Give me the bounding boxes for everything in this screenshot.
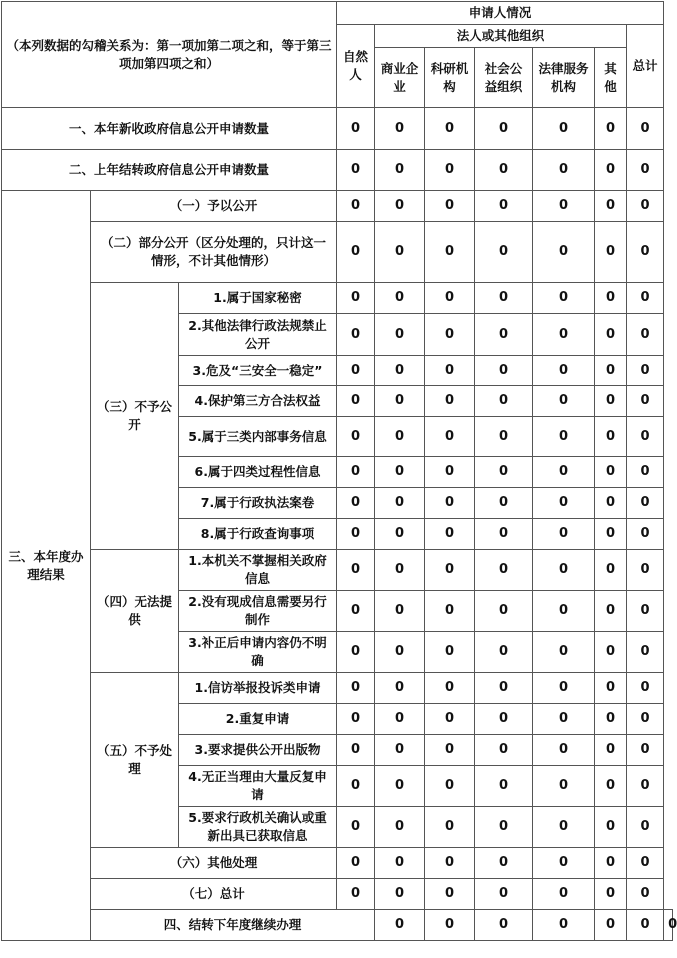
value-cell: 0	[475, 704, 533, 735]
legal-entity-header: 法人或其他组织	[375, 25, 627, 48]
value-cell: 0	[627, 910, 664, 941]
value-cell: 0	[475, 848, 533, 879]
item-label: 3.危及“三安全一稳定”	[179, 356, 337, 386]
value-cell: 0	[595, 488, 627, 519]
value-cell: 0	[337, 632, 375, 673]
value-cell: 0	[533, 766, 595, 807]
value-cell: 0	[337, 550, 375, 591]
value-cell: 0	[595, 108, 627, 150]
value-cell: 0	[375, 766, 425, 807]
value-cell: 0	[375, 591, 425, 632]
value-cell: 0	[475, 519, 533, 550]
value-cell: 0	[337, 283, 375, 314]
applicant-header: 申请人情况	[337, 2, 664, 25]
value-cell: 0	[337, 417, 375, 457]
value-cell: 0	[475, 314, 533, 356]
value-cell: 0	[595, 735, 627, 766]
value-cell: 0	[375, 386, 425, 417]
value-cell: 0	[475, 283, 533, 314]
value-cell: 0	[595, 222, 627, 283]
item-label: 2.重复申请	[179, 704, 337, 735]
value-cell: 0	[595, 457, 627, 488]
value-cell: 0	[337, 591, 375, 632]
value-cell: 0	[425, 191, 475, 222]
value-cell: 0	[337, 150, 375, 191]
value-cell: 0	[533, 910, 595, 941]
value-cell: 0	[475, 766, 533, 807]
value-cell: 0	[475, 108, 533, 150]
value-cell: 0	[595, 591, 627, 632]
value-cell: 0	[375, 910, 425, 941]
value-cell: 0	[425, 150, 475, 191]
value-cell: 0	[627, 108, 664, 150]
item-label: 1.属于国家秘密	[179, 283, 337, 314]
value-cell: 0	[627, 807, 664, 848]
value-cell: 0	[595, 704, 627, 735]
table-note: （本列数据的勾稽关系为：第一项加第二项之和，等于第三项加第四项之和）	[2, 2, 337, 108]
value-cell: 0	[375, 314, 425, 356]
value-cell: 0	[337, 222, 375, 283]
value-cell: 0	[533, 457, 595, 488]
item-label: 3.要求提供公开出版物	[179, 735, 337, 766]
item-label: 2.其他法律行政法规禁止公开	[179, 314, 337, 356]
value-cell: 0	[533, 356, 595, 386]
value-cell: 0	[425, 283, 475, 314]
value-cell: 0	[337, 314, 375, 356]
value-cell: 0	[533, 417, 595, 457]
value-cell: 0	[475, 673, 533, 704]
value-cell: 0	[425, 488, 475, 519]
item-label: 8.属于行政查询事项	[179, 519, 337, 550]
value-cell: 0	[533, 386, 595, 417]
value-cell: 0	[627, 632, 664, 673]
value-cell: 0	[375, 550, 425, 591]
value-cell: 0	[627, 550, 664, 591]
value-cell: 0	[425, 550, 475, 591]
value-cell: 0	[475, 910, 533, 941]
value-cell: 0	[595, 283, 627, 314]
section-3-label: 三、本年度办理结果	[2, 191, 91, 941]
value-cell: 0	[375, 519, 425, 550]
value-cell: 0	[475, 222, 533, 283]
value-cell: 0	[425, 591, 475, 632]
value-cell: 0	[627, 519, 664, 550]
value-cell: 0	[595, 632, 627, 673]
item-label: 1.信访举报投诉类申请	[179, 673, 337, 704]
value-cell: 0	[425, 108, 475, 150]
value-cell: 0	[375, 356, 425, 386]
value-cell: 0	[425, 704, 475, 735]
value-cell: 0	[425, 766, 475, 807]
value-cell: 0	[595, 766, 627, 807]
value-cell: 0	[595, 550, 627, 591]
value-cell: 0	[375, 807, 425, 848]
value-cell: 0	[425, 807, 475, 848]
value-cell: 0	[627, 848, 664, 879]
value-cell: 0	[337, 673, 375, 704]
value-cell: 0	[627, 457, 664, 488]
value-cell: 0	[475, 632, 533, 673]
row-label: 四、结转下年度继续办理	[91, 910, 375, 941]
value-cell: 0	[375, 417, 425, 457]
total-header: 总计	[627, 25, 664, 108]
item-label: 5.属于三类内部事务信息	[179, 417, 337, 457]
value-cell: 0	[337, 108, 375, 150]
value-cell: 0	[425, 386, 475, 417]
value-cell: 0	[627, 283, 664, 314]
value-cell: 0	[337, 386, 375, 417]
row-label: （七）总计	[91, 879, 337, 910]
item-label: 3.补正后申请内容仍不明确	[179, 632, 337, 673]
item-label: 6.属于四类过程性信息	[179, 457, 337, 488]
value-cell: 0	[425, 457, 475, 488]
value-cell: 0	[475, 807, 533, 848]
value-cell: 0	[533, 848, 595, 879]
value-cell: 0	[475, 550, 533, 591]
value-cell: 0	[475, 386, 533, 417]
value-cell: 0	[337, 457, 375, 488]
row-label: （一）予以公开	[91, 191, 337, 222]
value-cell: 0	[375, 191, 425, 222]
value-cell: 0	[595, 807, 627, 848]
item-label: 4.无正当理由大量反复申请	[179, 766, 337, 807]
business-header: 商业企业	[375, 48, 425, 108]
value-cell: 0	[533, 222, 595, 283]
value-cell: 0	[475, 356, 533, 386]
value-cell: 0	[337, 807, 375, 848]
value-cell: 0	[533, 591, 595, 632]
value-cell: 0	[627, 488, 664, 519]
value-cell: 0	[533, 314, 595, 356]
value-cell: 0	[475, 591, 533, 632]
value-cell: 0	[475, 735, 533, 766]
research-header: 科研机构	[425, 48, 475, 108]
value-cell: 0	[425, 910, 475, 941]
value-cell: 0	[375, 704, 425, 735]
value-cell: 0	[337, 488, 375, 519]
value-cell: 0	[595, 386, 627, 417]
group-label: （三）不予公开	[91, 283, 179, 550]
value-cell: 0	[425, 222, 475, 283]
value-cell: 0	[595, 848, 627, 879]
item-label: 4.保护第三方合法权益	[179, 386, 337, 417]
natural-person-header: 自然人	[337, 25, 375, 108]
value-cell: 0	[337, 879, 375, 910]
value-cell: 0	[533, 673, 595, 704]
value-cell: 0	[475, 191, 533, 222]
value-cell: 0	[533, 108, 595, 150]
value-cell: 0	[627, 735, 664, 766]
group-label: （四）无法提供	[91, 550, 179, 673]
value-cell: 0	[595, 417, 627, 457]
value-cell: 0	[627, 356, 664, 386]
value-cell: 0	[627, 222, 664, 283]
row-label: 一、本年新收政府信息公开申请数量	[2, 108, 337, 150]
value-cell: 0	[595, 314, 627, 356]
social-header: 社会公益组织	[475, 48, 533, 108]
value-cell: 0	[533, 735, 595, 766]
value-cell: 0	[337, 704, 375, 735]
value-cell: 0	[425, 735, 475, 766]
item-label: 2.没有现成信息需要另行制作	[179, 591, 337, 632]
item-label: 1.本机关不掌握相关政府信息	[179, 550, 337, 591]
item-label: 7.属于行政执法案卷	[179, 488, 337, 519]
value-cell: 0	[533, 191, 595, 222]
value-cell: 0	[533, 632, 595, 673]
value-cell: 0	[337, 848, 375, 879]
value-cell: 0	[375, 879, 425, 910]
value-cell: 0	[425, 519, 475, 550]
value-cell: 0	[375, 848, 425, 879]
value-cell: 0	[595, 150, 627, 191]
value-cell: 0	[475, 488, 533, 519]
value-cell: 0	[375, 673, 425, 704]
value-cell: 0	[337, 191, 375, 222]
value-cell: 0	[375, 108, 425, 150]
value-cell: 0	[475, 457, 533, 488]
value-cell: 0	[627, 150, 664, 191]
value-cell: 0	[627, 704, 664, 735]
value-cell: 0	[664, 910, 673, 941]
value-cell: 0	[425, 848, 475, 879]
value-cell: 0	[375, 735, 425, 766]
value-cell: 0	[627, 386, 664, 417]
value-cell: 0	[533, 519, 595, 550]
value-cell: 0	[595, 356, 627, 386]
value-cell: 0	[533, 283, 595, 314]
group-label: （五）不予处理	[91, 673, 179, 848]
value-cell: 0	[375, 150, 425, 191]
value-cell: 0	[425, 632, 475, 673]
value-cell: 0	[425, 356, 475, 386]
value-cell: 0	[595, 673, 627, 704]
other-header: 其他	[595, 48, 627, 108]
value-cell: 0	[533, 488, 595, 519]
item-label: 5.要求行政机关确认或重新出具已获取信息	[179, 807, 337, 848]
value-cell: 0	[475, 417, 533, 457]
value-cell: 0	[337, 519, 375, 550]
value-cell: 0	[595, 879, 627, 910]
value-cell: 0	[533, 704, 595, 735]
value-cell: 0	[627, 591, 664, 632]
value-cell: 0	[375, 488, 425, 519]
value-cell: 0	[375, 457, 425, 488]
value-cell: 0	[425, 673, 475, 704]
value-cell: 0	[627, 314, 664, 356]
value-cell: 0	[425, 879, 475, 910]
value-cell: 0	[533, 807, 595, 848]
row-label: （二）部分公开（区分处理的，只计这一情形，不计其他情形）	[91, 222, 337, 283]
value-cell: 0	[595, 910, 627, 941]
row-label: 二、上年结转政府信息公开申请数量	[2, 150, 337, 191]
value-cell: 0	[595, 191, 627, 222]
value-cell: 0	[533, 879, 595, 910]
value-cell: 0	[337, 766, 375, 807]
value-cell: 0	[627, 673, 664, 704]
disclosure-table	[1, 1, 677, 941]
value-cell: 0	[627, 766, 664, 807]
value-cell: 0	[425, 314, 475, 356]
value-cell: 0	[533, 150, 595, 191]
value-cell: 0	[375, 222, 425, 283]
value-cell: 0	[375, 283, 425, 314]
value-cell: 0	[375, 632, 425, 673]
row-label: （六）其他处理	[91, 848, 337, 879]
value-cell: 0	[475, 879, 533, 910]
value-cell: 0	[337, 735, 375, 766]
value-cell: 0	[337, 356, 375, 386]
value-cell: 0	[595, 519, 627, 550]
law-service-header: 法律服务机构	[533, 48, 595, 108]
value-cell: 0	[627, 879, 664, 910]
value-cell: 0	[533, 550, 595, 591]
value-cell: 0	[627, 191, 664, 222]
value-cell: 0	[475, 150, 533, 191]
value-cell: 0	[627, 417, 664, 457]
value-cell: 0	[425, 417, 475, 457]
